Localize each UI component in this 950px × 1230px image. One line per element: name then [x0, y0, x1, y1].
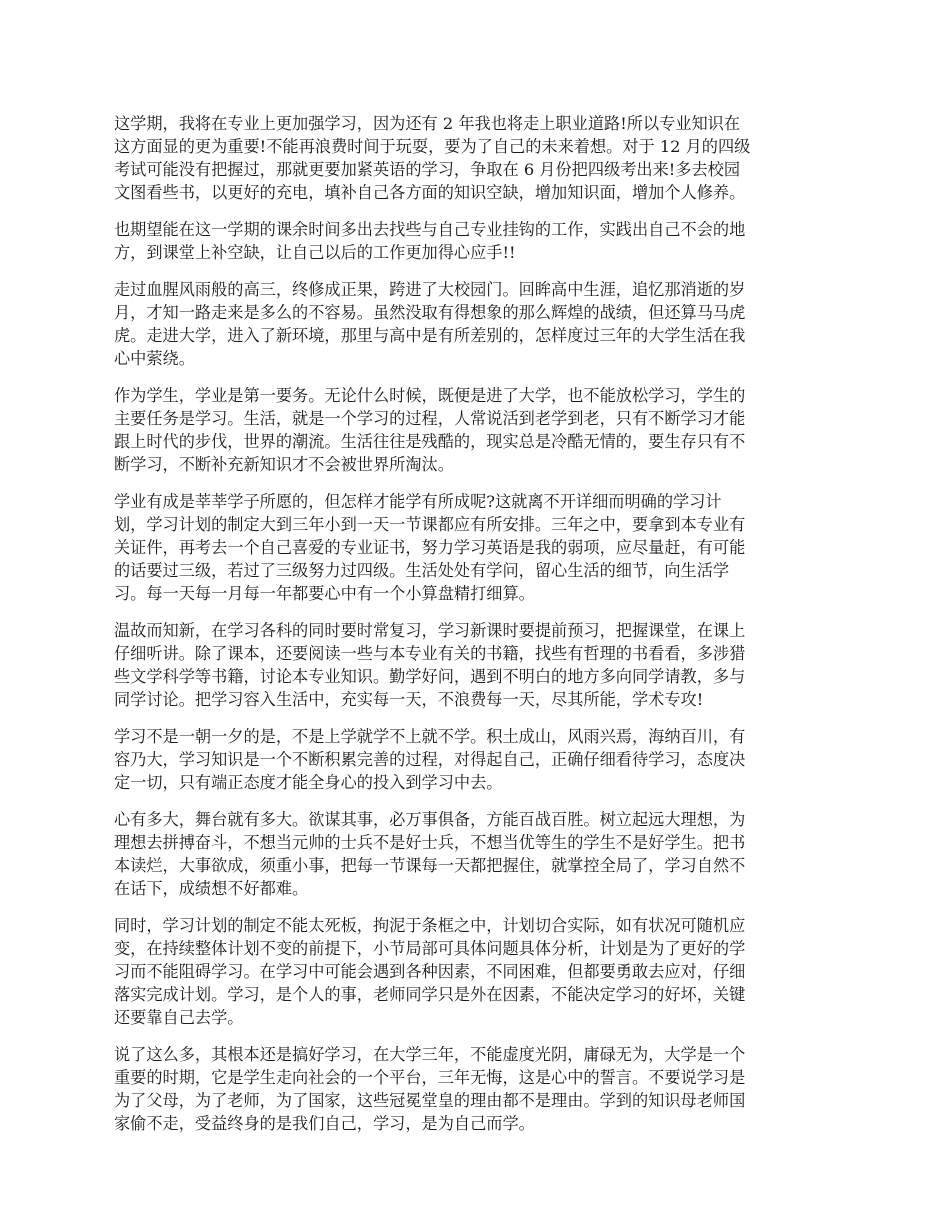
- document-body: [114, 112, 840, 1149]
- paragraph-7: 学习不是一朝一夕的是，不是上学就学不上就不学。积土成山，风雨兴焉，海纳百川，有 容乃大，学习知识是一个不断积累完善的过程，对得起自己，正确仔细看待学习，态度决 定一切，只有端正态度才能全身心的投入到学习中去。: [114, 727, 746, 792]
- paragraph-10: 说了这么多，其根本还是搞好学习，在大学三年，不能虚度光阴，庸碌无为，大学是一个 重要的时期，它是学生走向社会的一个平台，三年无悔，这是心中的誓言。不要说学习是 为了父母，为了老师，为了国家，这些冠冕堂皇的理由都不是理由。学到的知识母老师国 家偷不走，受益终身的是我们自己，学习，是为自己而学。: [114, 1045, 746, 1133]
- paragraph-8: 心有多大，舞台就有多大。欲谋其事，必万事俱备，方能百战百胜。树立起远大理想，为 理想去拼搏奋斗，不想当元帅的士兵不是好士兵，不想当优等生的学生不是好学生。把书 本读烂，大事欲成，须重小事，把每一节课每一天都把握住，就掌控全局了，学习自然不 在话下，成绩想不好都难。: [114, 810, 746, 898]
- paragraph-1: 这学期，我将在专业上更加强学习，因为还有 2 年我也将走上职业道路!所以专业知识在 这方面显的更为重要!不能再浪费时间于玩耍，要为了自己的未来着想。对于 12 月的四级 考试可能没有把握过，那就更要加紧英语的学习，争取在 6 月份把四级考出来!多去校园 文图看些书，以更好的充电，填补自己各方面的知识空缺，增加知识面，增加个人修养。: [114, 114, 751, 202]
- paragraph-6: 温故而知新，在学习各科的同时要时常复习，学习新课时要提前预习，把握课堂，在课上 仔细听讲。除了课本，还要阅读一些与本专业有关的书籍，找些有哲理的书看看，多涉猎 些文学科学等书籍，讨论本专业知识。勤学好问，遇到不明白的地方多向同学请教，多与 同学讨论。把学习容入生活中，充实每一天，不浪费每一天，尽其所能，学术专攻!: [114, 621, 746, 709]
- paragraph-2: 也期望能在这一学期的课余时间多出去找些与自己专业挂钩的工作，实践出自己不会的地 方，到课堂上补空缺，让自己以后的工作更加得心应手!!: [114, 220, 746, 262]
- paragraph-9: 同时，学习计划的制定不能太死板，拘泥于条框之中，计划切合实际，如有状况可随机应 变，在持续整体计划不变的前提下，小节局部可具体问题具体分析，计划是为了更好的学 习而不能阻碍学习。在学习中可能会遇到各种因素，不同困难，但都要勇敢去应对，仔细 落实完成计划。学习，是个人的事，老师同学只是外在因素，不能决定学习的好坏，关键 还要靠自己去学。: [114, 916, 746, 1027]
- paragraph-5: 学业有成是莘莘学子所愿的，但怎样才能学有所成呢?这就离不开详细而明确的学习计 划，学习计划的制定大到三年小到一天一节课都应有所安排。三年之中，要拿到本专业有 关证件，再考去一个自己喜爱的专业证书，努力学习英语是我的弱项，应尽量赶，有可能 的话要过三级，若过了三级努力过四级。生活处处有学问，留心生活的细节，向生活学 习。每一天每一月每一年都要心中有一个小算盘精打细算。: [114, 492, 746, 603]
- paragraph-3: 走过血腥风雨般的高三，终修成正果，跨进了大校园门。回眸高中生涯，追忆那消逝的岁 月，才知一路走来是多么的不容易。虽然没取有得想象的那么辉煌的战绩，但还算马马虎 虎。走进大学，进入了新环境，那里与高中是有所差别的，怎样度过三年的大学生活在我 心中萦绕。: [114, 280, 746, 368]
- paragraph-4: 作为学生，学业是第一要务。无论什么时候，既便是进了大学，也不能放松学习，学生的 主要任务是学习。生活，就是一个学习的过程，人常说活到老学到老，只有不断学习才能 跟上时代的步伐，世界的潮流。生活往往是残酷的，现实总是冷酷无情的，要生存只有不 断学习，不断补充新知识才不会被世界所淘汰。: [114, 386, 746, 474]
